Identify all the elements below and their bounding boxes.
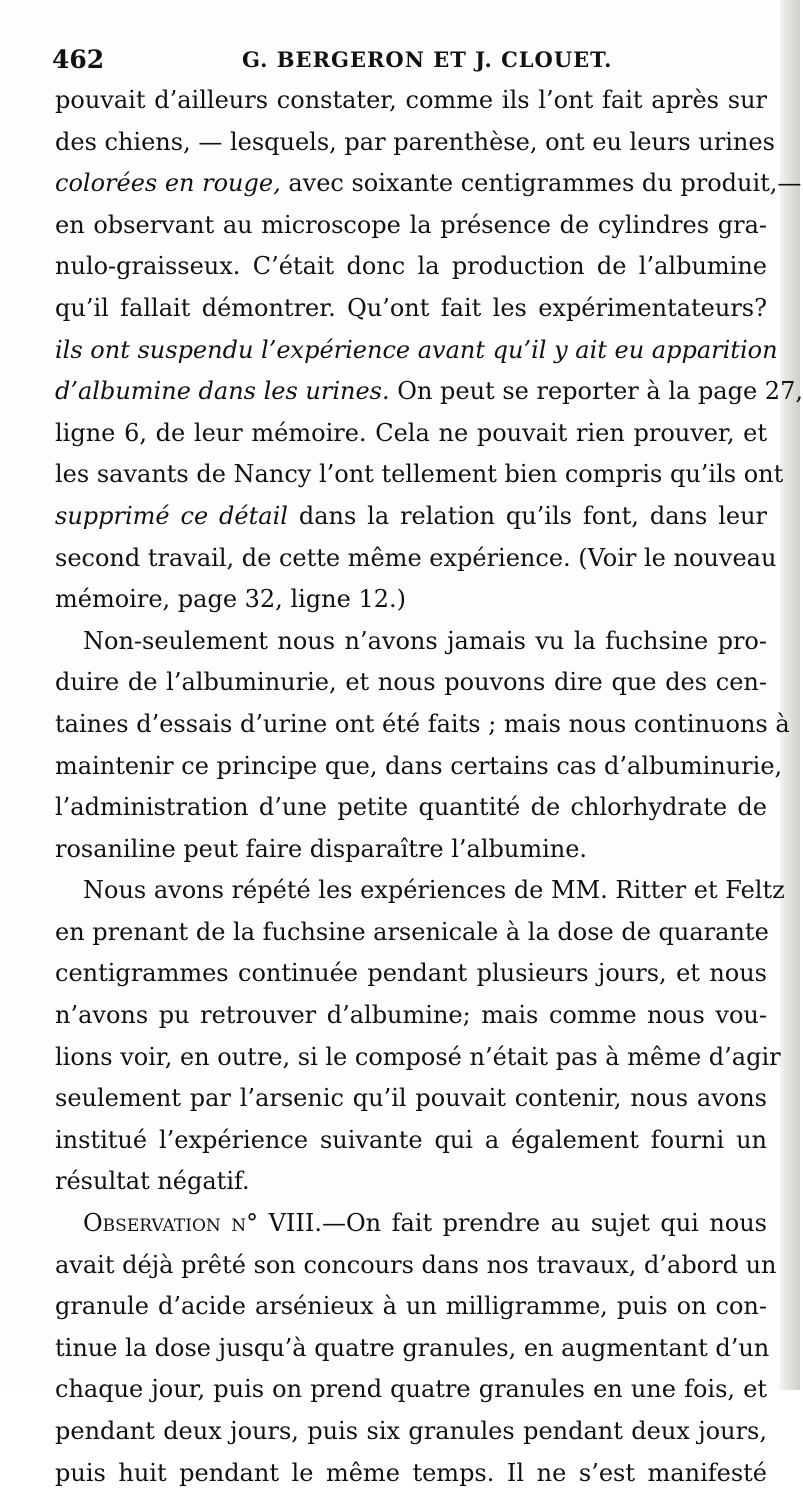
text-line — [55, 829, 767, 871]
line-text: puis huit pendant le même temps. Il ne s’est manifesté — [55, 1458, 767, 1487]
text-line — [55, 787, 767, 829]
text-line — [55, 122, 775, 164]
line-text: pouvait d’ailleurs constater, comme ils l’ont fait après sur — [55, 86, 767, 114]
text-line — [55, 1161, 767, 1203]
line-text: granule d’acide arsénieux à un milligramme, puis on con- — [55, 1292, 767, 1321]
line-text: les savants de Nancy l’ont tellement bien compris qu’ils ont — [55, 460, 784, 489]
text-line — [55, 246, 767, 288]
line-text: résultat négatif. — [55, 1167, 250, 1196]
text-line — [55, 1411, 767, 1453]
text-line — [55, 662, 767, 704]
text-line — [55, 704, 790, 746]
line-text: rosaniline peut faire disparaître l’albumine. — [55, 834, 588, 863]
line-text: seulement par l’arsenic qu’il pouvait contenir, nous avons — [55, 1084, 767, 1113]
line-text: tinue la dose jusqu’à quatre granules, en augmentant d’un — [55, 1333, 770, 1362]
text-line — [55, 870, 785, 912]
text-line — [55, 1203, 767, 1245]
page-edge-shadow — [780, 0, 800, 1390]
text-line — [55, 953, 767, 995]
line-text: chaque jour, puis on prend quatre granules en une fois, et — [55, 1375, 767, 1404]
text-line — [55, 1078, 767, 1120]
line-text: centigrammes continuée pendant plusieurs jours, et nous — [55, 959, 767, 988]
text-line — [55, 538, 777, 580]
line-text: institué l’expérience suivante qui a également fourni un — [55, 1125, 767, 1154]
line-text: en prenant de la fuchsine arsenicale à la dose de quarante — [55, 917, 769, 946]
text-line — [55, 995, 767, 1037]
line-text: avec soixante centigrammes du produit,— — [280, 169, 802, 198]
line-text: dans la relation qu’ils font, dans leur — [287, 501, 767, 530]
text-line — [55, 912, 767, 954]
text-line — [55, 496, 767, 538]
text-line — [55, 1120, 767, 1162]
page-number: 462 — [52, 45, 105, 74]
line-text: n’avons pu retrouver d’albumine; mais comme nous vou- — [55, 1001, 767, 1030]
text-line — [55, 288, 767, 330]
line-text: l’administration d’une petite quantité de chlorhydrate de — [55, 793, 767, 822]
text-line — [55, 330, 778, 372]
text-line — [55, 1453, 767, 1494]
line-text: maintenir ce principe que, dans certains cas d’albuminurie, — [55, 751, 783, 780]
page-header — [52, 40, 772, 80]
line-text: —On fait prendre au sujet qui nous — [321, 1209, 767, 1238]
text-line — [55, 579, 767, 621]
line-text: qu’il fallait démontrer. Qu’ont fait les expérimentateurs? — [55, 293, 767, 322]
text-line — [55, 80, 767, 122]
line-text: lions voir, en outre, si le composé n’était pas à même d’agir — [55, 1042, 781, 1071]
line-text: taines d’essais d’urine ont été faits ; mais nous continuons à — [55, 709, 790, 738]
line-text: second travail, de cette même expérience. (Voir le nouveau — [55, 543, 777, 572]
text-line — [55, 1328, 770, 1370]
line-text: ligne 6, de leur mémoire. Cela ne pouvait rien prouver, et — [55, 418, 767, 447]
text-line — [55, 1286, 767, 1328]
italic-phrase: supprimé ce détail — [55, 501, 288, 530]
text-line — [55, 163, 802, 205]
line-text: des chiens, — lesquels, par parenthèse, ont eu leurs urines — [55, 127, 775, 156]
line-text: avait déjà prêté son concours dans nos travaux, d’abord un — [55, 1250, 777, 1279]
italic-phrase: ils ont suspendu l’expérience avant qu’il y ait eu apparition — [55, 335, 778, 364]
text-line — [55, 371, 803, 413]
line-text: nulo-graisseux. C’était donc la production de l’albumine — [55, 252, 767, 281]
text-line — [55, 1037, 781, 1079]
observation-heading: Observation n° VIII. — [83, 1209, 322, 1238]
line-text: pendant deux jours, puis six granules pendant deux jours, — [55, 1417, 767, 1445]
text-line — [55, 1369, 767, 1411]
text-line — [55, 1245, 777, 1287]
italic-phrase: d’albumine dans les urines. — [55, 377, 390, 406]
line-text: On peut se reporter à la page 27, — [389, 377, 803, 406]
running-title: G. BERGERON ET J. CLOUET. — [242, 47, 613, 72]
line-text: Nous avons répété les expériences de MM. Ritter et Feltz — [83, 876, 785, 905]
italic-phrase: colorées en rouge, — [55, 169, 281, 198]
text-line — [55, 413, 767, 455]
line-text: Non-seulement nous n’avons jamais vu la fuchsine pro- — [83, 626, 767, 655]
line-text: duire de l’albuminurie, et nous pouvons dire que des cen- — [55, 668, 767, 697]
text-line — [55, 746, 783, 788]
line-text: mémoire, page 32, ligne 12.) — [55, 585, 406, 614]
text-line — [55, 621, 767, 663]
text-line — [55, 454, 784, 496]
text-line — [55, 205, 767, 247]
body-text — [55, 80, 803, 1494]
line-text: en observant au microscope la présence de cylindres gra- — [55, 210, 767, 239]
